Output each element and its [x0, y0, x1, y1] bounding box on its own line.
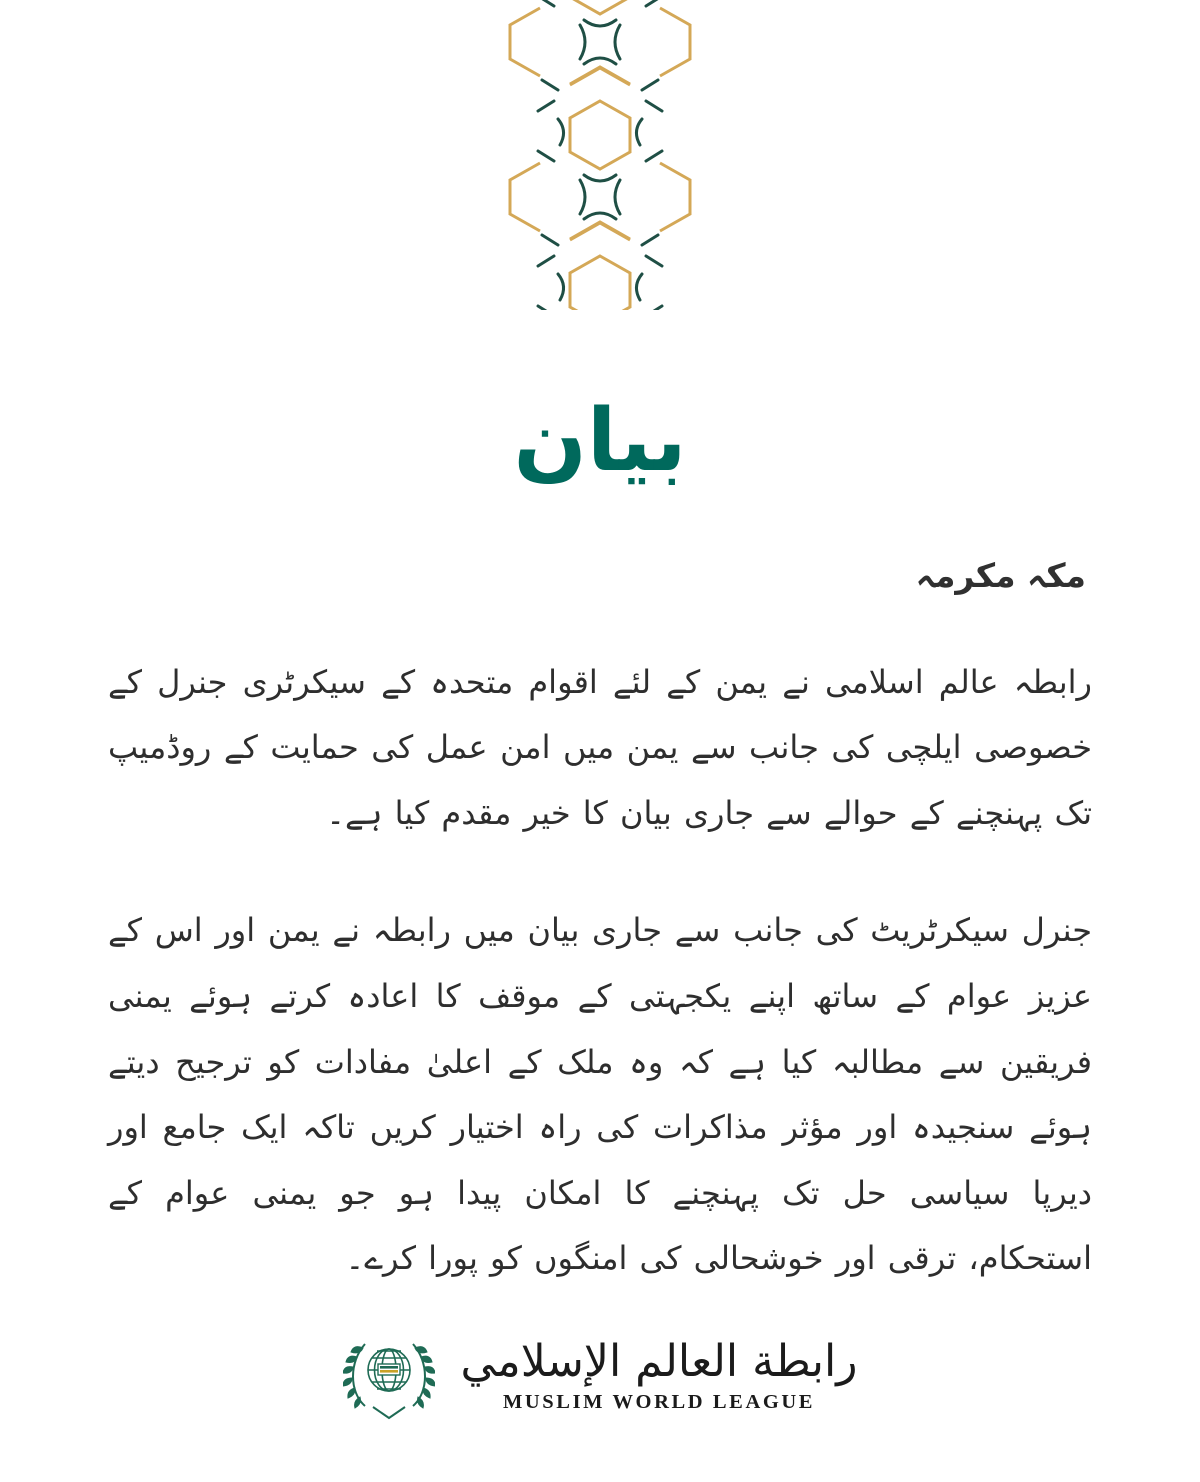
islamic-pattern-icon [502, 0, 698, 310]
wordmark [461, 1338, 858, 1413]
statement-paragraph-1: رابطہ عالم اسلامی نے یمن کے لئے اقوام متحدہ کے سیکرٹری جنرل کے خصوصی ایلچی کی جانب سے یمن میں امن عمل کی حمایت کے روڈمیپ تک پہنچنے کے حوالے سے جاری بیان کا خیر مقدم کیا ہے۔ [108, 662, 1092, 832]
wordmark-english: MUSLIM WORLD LEAGUE [502, 1390, 816, 1413]
header-ornament-band [502, 0, 698, 310]
document-body [108, 545, 1092, 1292]
statement-paragraph-2: جنرل سیکرٹریٹ کی جانب سے جاری بیان میں رابطہ نے یمن اور اس کے عزیز عوام کے ساتھ اپنے یکجہتی کے موقف کا اعادہ کرتے ہوئے یمنی فریقین سے مطالبہ کیا ہے کہ وہ ملک کے اعلیٰ مفادات کو ترجیح دیتے ہوئے سنجیدہ اور مؤثر مذاکرات کی راہ اختیار کریں تاکہ ایک جامع اور دیرپا سیاسی حل تک پہنچنے کا امکان پیدا ہو جو یمنی عوام کے استحکام، ترقی اور خوشحالی کی امنگوں کو پورا کرے۔ [108, 911, 1092, 1278]
page-title: بیان [513, 390, 687, 491]
dateline: مکہ مکرمہ [915, 556, 1086, 595]
wordmark-arabic: رابطة العالم الإسلامي [460, 1336, 858, 1388]
globe-laurel-emblem-icon [343, 1328, 435, 1424]
footer-logo-lockup [0, 1328, 1200, 1424]
